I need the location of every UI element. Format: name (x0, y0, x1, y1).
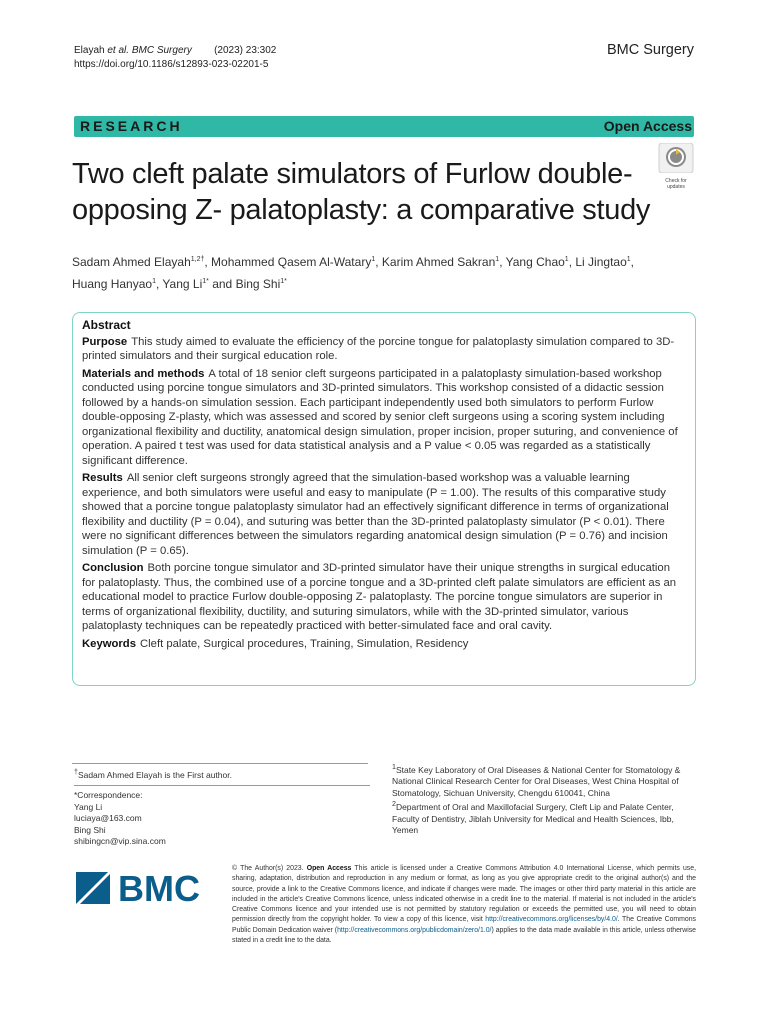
public-domain-link[interactable]: http://creativecommons.org/publicdomain/zero/1.0/ (337, 926, 492, 934)
correspondence-heading: *Correspondence: (74, 790, 143, 801)
author[interactable]: Mohammed Qasem Al-Watary$^1$ (211, 255, 376, 269)
abstract-heading: Abstract (82, 318, 131, 332)
abstract-keywords: Keywords Cleft palate, Surgical procedures, Training, Simulation, Residency (82, 637, 469, 650)
correspondent-name: Bing Shi (74, 824, 106, 835)
footnote-separator (74, 785, 370, 786)
check-for-updates-badge[interactable] (656, 143, 696, 190)
affiliation-1: $^1$State Key Laboratory of Oral Diseases & National Center for Stomatology & National Clinical Research Center for Oral Diseases, West China Hospital of Stomatology, Sichuan University, Chengdu 610041, China (392, 763, 681, 798)
footnote-divider (72, 763, 368, 764)
running-header (74, 44, 276, 72)
first-author-note: †Sadam Ahmed Elayah is the First author. (74, 768, 232, 780)
journal-name: BMC Surgery (606, 42, 694, 58)
updates-line1: Check for (665, 178, 687, 184)
updates-line2: updates (667, 184, 685, 190)
abstract (82, 318, 686, 654)
doi-link[interactable]: https://doi.org/10.1186/s12893-023-02201-5 (74, 59, 269, 70)
author[interactable]: Yang $Li^{1*}$ (162, 277, 209, 291)
article-title: Two cleft palate simulators of Furlow double-opposing Z- palatoplasty: a comparative study (72, 158, 651, 226)
check-for-updates-icon (656, 143, 696, 173)
open-access-label: Open Access (603, 118, 692, 134)
footnotes-left (74, 767, 374, 848)
abstract-methods: Materials and methods A total of 18 senior cleft surgeons participated in a palatoplasty simulation-based workshop conducted using porcine tongue simulators and 3D-printed simulators. This workshop consisted of a didactic session followed by a hands-on simulation session. Each participant independently used both simulators to perform Furlow double-opposing Z-plasty, which was assessed and scored by senior cleft surgeons using a scoring system including organizational flexibility and ductility, anatomical design simulation, proper incision, proper suturing, and convenience of operation. A paired t test was used for data statistical analysis and a P value < 0.05 was regarded as a statistically significant difference. (82, 367, 678, 467)
author-list: Sadam Ahmed Elayah$^{1,2\dagger}$, Mohammed Qasem Al-Watary$^1$, Karim Ahmed Sakran$^1$, Yang Chao$^1$, Li Jingtao$^1$, Huang Hanyao$^1$, Yang $Li^{1*}$ and Bing Shi$^{1*}$ (72, 255, 634, 291)
article-type-label: RESEARCH (80, 118, 183, 134)
abstract-results: Results All senior cleft surgeons strongly agreed that the simulation-based workshop was a valuable learning experience, and both simulators were useful and easy to manipulate (P = 1.00). The results of this comparative study showed that a porcine tongue palatoplasty simulator had an effectively significant difference in terms of organizational flexibility and ductility (P = 0.04), and suturing was better than the 3D-printed palatoplasty simulator (P < 0.01). There were no significant differences between the simulators regarding anatomical design simulation (P = 0.76) and incision simulation (P = 0.65). (82, 472, 669, 557)
affiliation-2: $^2$Department of Oral and Maxillofacial Surgery, Cleft Lip and Palate Center, Faculty of Dentistry, Jiblah University for Medical and Health Sciences, Ibb, Yemen (392, 800, 674, 836)
author[interactable]: Karim Ahmed Sakran$^1$ (381, 255, 500, 269)
correspondent-email[interactable]: luciaya@163.com (74, 813, 142, 824)
header-year-volume: (2023) 23:302 (214, 45, 277, 56)
bmc-logo (74, 866, 216, 906)
author[interactable]: Yang Chao$^1$ (505, 255, 569, 269)
header-journal-ref: et al. BMC Surgery (107, 45, 192, 56)
license-text: © The Author(s) 2023. Open Access This article is licensed under a Creative Commons Attribution 4.0 International License, which permits use, sharing, adaptation, distribution and reproduction in any medium or format, as long as you give appropriate credit to the original author(s) and the source, provide a link to the Creative Commons licence, and indicate if changes were made. The images or other third party material in this article are included in the article's Creative Commons licence, unless indicated otherwise in a credit line to the material. If material is not included in the article's Creative Commons licence and your intended use is not permitted by statutory regulation or exceeds the permitted use, you will need to obtain permission directly from the copyright holder. To view a copy of this licence, visit http://creativecommons.org/licenses/by/4.0/. The Creative Commons Public Domain Dedication waiver (http://creativecommons.org/publicdomain/zero/1.0/) applies to the data made available in this article, unless otherwise stated in a credit line to the data. (232, 865, 697, 945)
license-link[interactable]: http://creativecommons.org/licenses/by/4.0/ (485, 916, 618, 924)
author[interactable]: Huang Hanyao$^1$ (72, 277, 156, 291)
abstract-purpose: Purpose This study aimed to evaluate the efficiency of the porcine tongue for palatoplasty simulation compared to 3D-printed simulators and their surgical education role. (82, 335, 675, 362)
author[interactable]: Bing Shi$^{1*}$ (235, 277, 287, 291)
header-author: Elayah (74, 45, 105, 56)
bmc-logo-text: BMC (118, 868, 200, 906)
author[interactable]: Li Jingtao$^1$ (575, 255, 631, 269)
bmc-logo-icon (74, 866, 216, 906)
affiliations (392, 762, 688, 837)
correspondent-name: Yang Li (74, 801, 103, 812)
correspondent-email[interactable]: shibingcn@vip.sina.com (74, 836, 166, 847)
author[interactable]: Sadam Ahmed Elayah$^{1,2\dagger}$ (72, 255, 205, 269)
abstract-conclusion: Conclusion Both porcine tongue simulator and 3D-printed simulator have their unique strengths in surgical education for palatoplasty. Thus, the combined use of a porcine tongue and a 3D-printed cleft palate simulators are efficient as an educational model to practice Furlow double-opposing Z- palatoplasty. The porcine tongue simulators are superior in terms of organizational flexibility, ductility, and suturing simulators, while with the 3D-printed simulator, various palatoplasty techniques can be repeatedly practiced with better-simulated face and oral cavity. (82, 562, 677, 632)
